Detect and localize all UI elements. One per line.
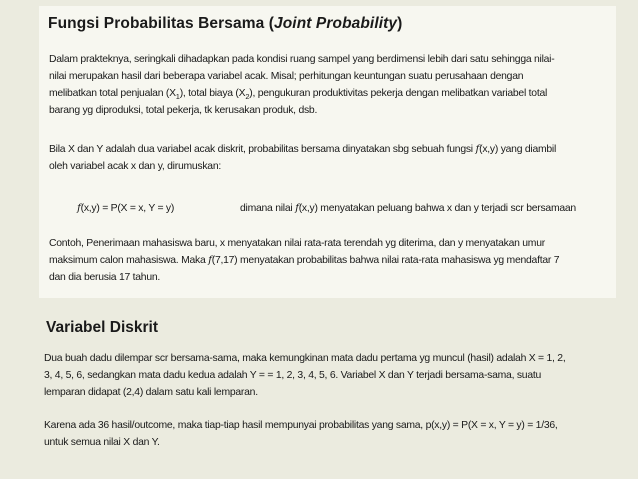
formula-description: dimana nilai f(x,y) menyatakan peluang bahwa x dan y terjadi scr bersamaan <box>240 202 576 214</box>
example-paragraph: Contoh, Penerimaan mahasiswa baru, x menyatakan nilai rata-rata terendah yg diterima, dan y menyatakan umur maksimum calon mahasiswa. Maka f(7,17) menyatakan probabilitas bahwa nilai rata-rata mahasiswa yg mendaftar 7 dan dia berusia 17 tahun. <box>49 238 560 283</box>
section-title-discrete-variable: Variabel Diskrit <box>46 319 159 336</box>
outcome-paragraph: Karena ada 36 hasil/outcome, maka tiap-tiap hasil mempunyai probabilitas yang sama, p(x,y) = P(X = x, Y = y) = 1/36, untuk semua nilai X dan Y. <box>44 420 558 448</box>
section-title-joint-probability: Fungsi Probabilitas Bersama (Joint Probability) <box>48 15 403 32</box>
formula: f(x,y) = P(X = x, Y = y) <box>77 202 175 214</box>
dice-paragraph: Dua buah dadu dilempar scr bersama-sama, maka kemungkinan mata dadu pertama yg muncul (hasil) adalah X = 1, 2, 3, 4, 5, 6, sedangkan mata dadu kedua adalah Y = = 1, 2, 3, 4, 5, 6. Variabel X dan Y terjadi bersama-sama, suatu lemparan didapat (2,4) dalam satu kali lemparan. <box>44 353 566 398</box>
intro-paragraph: Dalam prakteknya, seringkali dihadapkan pada kondisi ruang sampel yang berdimensi lebih dari satu sehingga nilai- nilai merupakan hasil dari beberapa variabel acak. Misal; perhitungan keuntungan suatu perusahaan dengan melibatkan total penjualan $(X_1)$, total biaya $(X_2)$, pengukuran produktivitas pekerja dengan melibatkan variabel total barang yg diproduksi, total pekerja, tk kerusakan produk, dsb. <box>49 54 555 116</box>
definition-paragraph: Bila X dan Y adalah dua variabel acak diskrit, probabilitas bersama dinyatakan sbg sebuah fungsi f(x,y) yang diambil oleh variabel acak x dan y, dirumuskan: <box>49 143 557 172</box>
